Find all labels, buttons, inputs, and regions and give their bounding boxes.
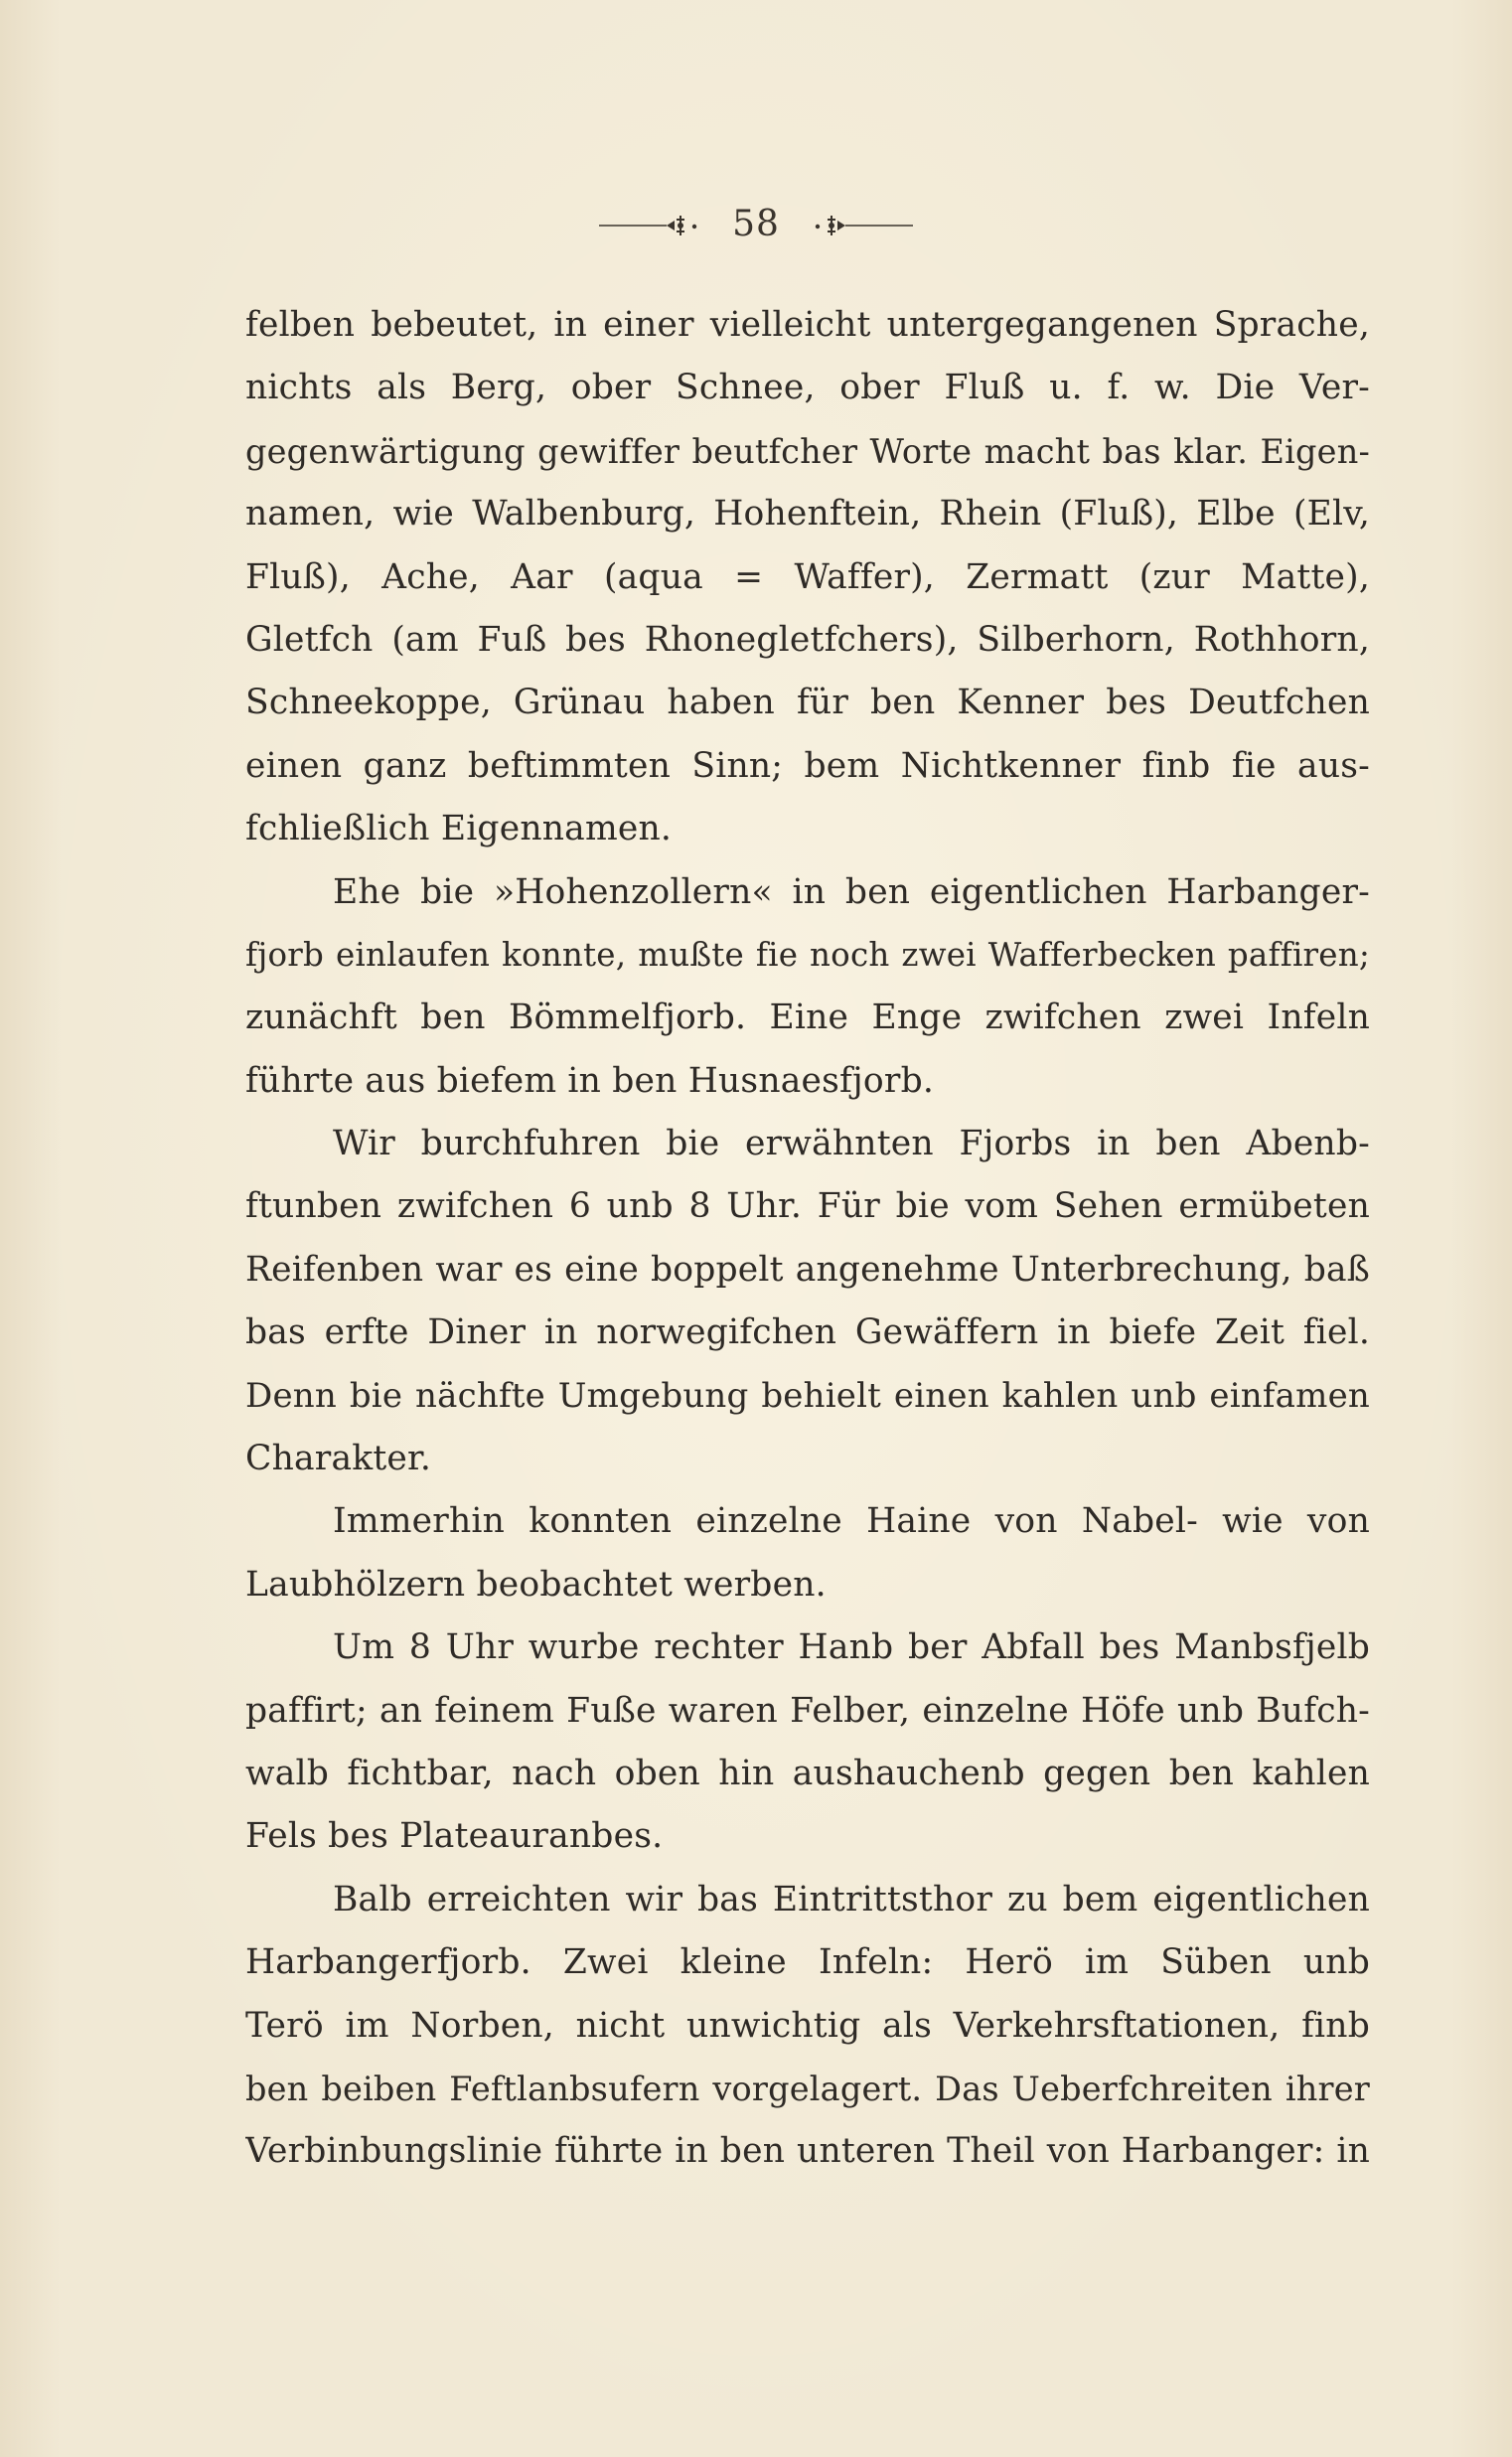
text-line: nichts als Berg, ober Schnee, ober Fluß u. f. w. Die Ver- bbox=[245, 368, 1370, 408]
text-line: ben beiben Feftlanbsufern vorgelagert. Das Ueberfchreiten ihrer bbox=[245, 2069, 1370, 2108]
text-line: Fluß), Ache, Aar (aqua = Waffer), Zermatt (zur Matte), bbox=[245, 556, 1370, 597]
text-line: Laubhölzern beobachtet werben. bbox=[245, 1564, 827, 1605]
text-line: Harbangerfjorb. Zwei kleine Infeln: Herö im Süben unb bbox=[245, 1942, 1370, 1983]
text-line: fjorb einlaufen konnte, mußte fie noch zwei Wafferbecken paffiren; bbox=[245, 935, 1370, 974]
text-line: walb fichtbar, nach oben hin aushauchenb gegen ben kahlen bbox=[245, 1753, 1370, 1793]
page-header bbox=[0, 195, 1512, 254]
text-line: Verbinbungslinie führte in ben unteren Theil von Harbanger: in bbox=[245, 2131, 1370, 2172]
text-line: Balb erreichten wir bas Eintrittsthor zu bem eigentlichen bbox=[333, 1879, 1370, 1920]
text-line: fchließlich Eigennamen. bbox=[245, 809, 673, 849]
text-line: Wir burchfuhren bie erwähnten Fjorbs in ben Abenb- bbox=[333, 1124, 1370, 1164]
text-line: Charakter. bbox=[245, 1439, 432, 1479]
text-line: Terö im Norben, nicht unwichtig als Verkehrsftationen, finb bbox=[245, 2005, 1370, 2046]
text-line: zunächft ben Bömmelfjorb. Eine Enge zwifchen zwei Infeln bbox=[245, 998, 1370, 1038]
page-number: 58 bbox=[732, 204, 780, 244]
text-line: gegenwärtigung gewiffer beutfcher Worte macht bas klar. Eigen- bbox=[245, 431, 1370, 471]
right-ornament-icon bbox=[806, 195, 915, 254]
text-line: paffirt; an feinem Fuße waren Felber, einzelne Höfe unb Bufch- bbox=[245, 1690, 1370, 1731]
text-line: Gletfch (am Fuß bes Rhonegletfchers), Silberhorn, Rothhorn, bbox=[245, 619, 1370, 660]
text-line: Ehe bie »Hohenzollern« in ben eigentlichen Harbanger- bbox=[333, 871, 1370, 912]
text-line: führte aus biefem in ben Husnaesfjorb. bbox=[245, 1060, 935, 1101]
text-line: einen ganz beftimmten Sinn; bem Nichtkenner finb fie aus- bbox=[245, 745, 1370, 786]
body-text bbox=[245, 294, 1370, 2184]
text-line: bas erfte Diner in norwegifchen Gewäffern in biefe Zeit fiel. bbox=[245, 1312, 1370, 1353]
text-line: Schneekoppe, Grünau haben für ben Kenner bes Deutfchen bbox=[245, 683, 1370, 723]
text-line: Reifenben war es eine boppelt angenehme Unterbrechung, baß bbox=[245, 1249, 1370, 1290]
text-line: felben bebeutet, in einer vielleicht untergegangenen Sprache, bbox=[245, 305, 1370, 345]
text-line: Fels bes Plateauranbes. bbox=[245, 1816, 664, 1857]
text-line: namen, wie Walbenburg, Hohenftein, Rhein (Fluß), Elbe (Elv, bbox=[245, 494, 1370, 535]
text-line: Denn bie nächfte Umgebung behielt einen kahlen unb einfamen bbox=[245, 1375, 1370, 1416]
text-line: Immerhin konnten einzelne Haine von Nabel- wie von bbox=[333, 1501, 1370, 1542]
text-line: Um 8 Uhr wurbe rechter Hanb ber Abfall bes Manbsfjelb bbox=[333, 1627, 1370, 1668]
left-ornament-icon bbox=[597, 195, 706, 254]
text-line: ftunben zwifchen 6 unb 8 Uhr. Für bie vom Sehen ermübeten bbox=[245, 1186, 1370, 1227]
